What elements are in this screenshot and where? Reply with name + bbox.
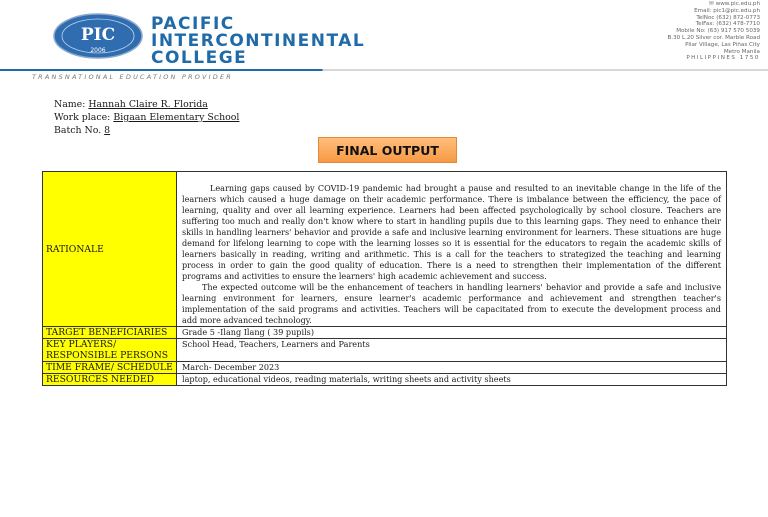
resources-row	[43, 374, 727, 386]
rationale-content	[177, 172, 727, 327]
batch-value: 8	[104, 125, 111, 136]
name-row	[54, 98, 239, 111]
logo-text: PIC	[80, 25, 116, 45]
resources-label: RESOURCES NEEDED	[43, 374, 177, 386]
telfax-text: TelFax: (632) 478-7710	[695, 21, 760, 28]
target-value: Grade 5 -Ilang Ilang ( 39 pupils)	[177, 327, 727, 339]
resources-value: laptop, educational videos, reading materials, writing sheets and activity sheets	[177, 374, 727, 386]
college-name-line-2: INTERCONTINENTAL	[151, 31, 366, 51]
address-line-1: B.30 L.20 Silver cor. Marble Road	[667, 34, 760, 41]
rationale-row	[43, 172, 727, 327]
email-text: Email: pic1@pic.edu.ph	[694, 7, 760, 14]
batch-label: Batch No.	[54, 125, 102, 136]
rationale-label: RATIONALE	[43, 172, 177, 327]
mobile-text: Mobile No: (63) 917 570 5039	[676, 28, 760, 35]
name-value: Hannah Claire R. Florida	[88, 99, 208, 110]
participant-info	[54, 98, 239, 137]
key-players-label: KEY PLAYERS/ RESPONSIBLE PERSONS	[43, 339, 177, 362]
college-logo	[52, 12, 144, 60]
workplace-row	[54, 111, 239, 124]
country-text: PHILIPPINES 1750	[686, 55, 760, 62]
rationale-paragraph-1: Learning gaps caused by COVID-19 pandemic had brought a pause and resulted to an inevitable change in the life of the learners which caused a huge damage on their academic performance. There is imbalance between the efficiency, the pace of learning, quality and over all learning experience. Learners had been affected psychologically by school closure. Teachers are suffering too much and really don't know where to start in handling pupils due to this learning gaps. They need to enhance their skills in handling learners' behavior and provide a safe and inclusive learning environment for learners. These situations are huge demand for lifelong learning to cope with the learning losses so it is essential for the educators to regain the academic skills of learners basically in reading, writing and arithmetic. This is a call for the teachers to strategized the teaching and learning process in order to gain the good quality of education. There is a need to strengthen their implementation of the different programs and activities to ensure the learners' high academic achievement and success.	[182, 183, 721, 281]
target-label: TARGET BENEFICIARIES	[43, 327, 177, 339]
time-frame-value: March- December 2023	[177, 362, 727, 374]
workplace-label: Work place:	[54, 112, 111, 123]
header-divider	[0, 69, 768, 71]
time-frame-label: TIME FRAME/ SCHEDULE	[43, 362, 177, 374]
address-line-3: Metro Manila	[723, 48, 760, 55]
mail-icon: ✉	[709, 1, 714, 7]
rationale-paragraph-2: The expected outcome will be the enhancement of teachers in handling learners' behavior and provide a safe and inclusive learning environment for learners, ensure learner's academic performance and achievement and strengthen teacher's implementation of the said programs and activities. Teachers will be capacitated from to execute the development process and add more advanced technology.	[182, 282, 721, 325]
target-row	[43, 327, 727, 339]
website-link[interactable]: www.pic.edu.ph	[715, 1, 760, 7]
name-label: Name:	[54, 99, 86, 110]
time-frame-row	[43, 362, 727, 374]
action-plan-table	[42, 171, 727, 386]
key-players-value: School Head, Teachers, Learners and Parents	[177, 339, 727, 362]
contact-block	[530, 1, 760, 62]
address-line-2: Pilar Village, Las Piñas City	[685, 41, 760, 48]
letterhead	[0, 0, 768, 86]
college-name-line-3: COLLEGE	[151, 48, 248, 68]
logo-year: 2006	[90, 47, 106, 54]
college-name-line-1: PACIFIC	[151, 14, 235, 34]
tagline: TRANSNATIONAL EDUCATION PROVIDER	[32, 73, 234, 81]
workplace-value: Bigaan Elementary School	[113, 112, 240, 123]
final-output-heading: FINAL OUTPUT	[318, 137, 457, 163]
key-players-row	[43, 339, 727, 362]
batch-row	[54, 124, 239, 137]
telnoc-text: TelNoc (632) 872-0773	[696, 14, 760, 21]
college-name	[151, 16, 365, 67]
